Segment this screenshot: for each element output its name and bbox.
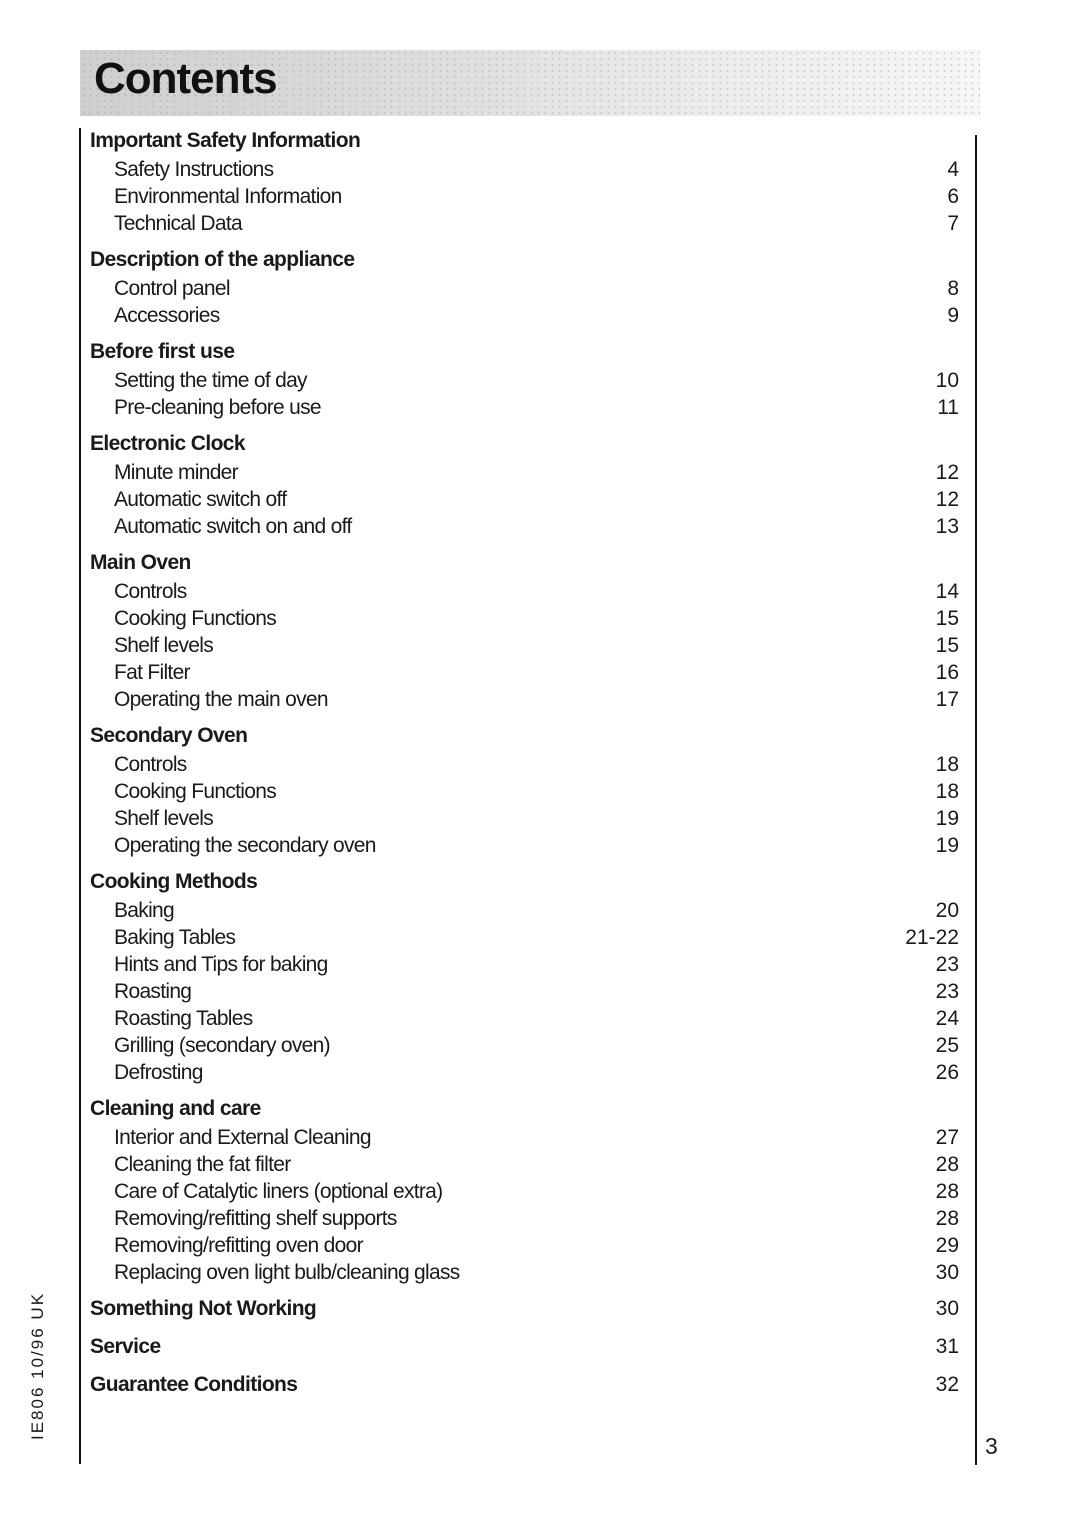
toc-single-entry[interactable] xyxy=(90,1294,965,1324)
entry-page: 29 xyxy=(935,1234,959,1257)
toc-entry[interactable] xyxy=(90,1005,965,1032)
entry-page: 20 xyxy=(935,899,959,922)
entry-label: Baking xyxy=(114,899,175,922)
toc-single-entry[interactable] xyxy=(90,1370,965,1400)
toc-section xyxy=(90,867,965,1086)
entry-label: Roasting Tables xyxy=(114,1007,253,1030)
entry-page: 18 xyxy=(935,780,959,803)
section-title: Description of the appliance xyxy=(90,248,355,271)
page-title: Contents xyxy=(94,54,277,103)
entry-label: Minute minder xyxy=(114,461,238,484)
section-heading[interactable] xyxy=(90,721,965,751)
entry-page: 15 xyxy=(935,607,959,630)
toc-section xyxy=(90,1094,965,1286)
section-title: Guarantee Conditions xyxy=(90,1373,298,1396)
toc-section xyxy=(90,548,965,713)
entry-page: 23 xyxy=(935,953,959,976)
toc-entry[interactable] xyxy=(90,459,965,486)
section-title: Secondary Oven xyxy=(90,724,248,747)
entry-page: 28 xyxy=(935,1153,959,1176)
entry-label: Removing/refitting shelf supports xyxy=(114,1207,397,1230)
section-heading[interactable] xyxy=(90,126,965,156)
section-title: Something Not Working xyxy=(90,1297,317,1320)
entry-page: 12 xyxy=(935,488,959,511)
section-heading[interactable] xyxy=(90,337,965,367)
right-margin-rule xyxy=(975,135,977,1465)
toc-entry[interactable] xyxy=(90,897,965,924)
toc-entry[interactable] xyxy=(90,951,965,978)
toc-entry[interactable] xyxy=(90,394,965,421)
toc-section xyxy=(90,337,965,421)
toc-entry[interactable] xyxy=(90,578,965,605)
entry-label: Shelf levels xyxy=(114,634,213,657)
entry-label: Control panel xyxy=(114,277,230,300)
page-number: 3 xyxy=(985,1433,998,1459)
toc-section xyxy=(90,429,965,540)
entry-page: 28 xyxy=(935,1180,959,1203)
toc-entry[interactable] xyxy=(90,1124,965,1151)
entry-page: 6 xyxy=(947,185,959,208)
entry-page: 4 xyxy=(947,158,959,181)
entry-page: 11 xyxy=(937,396,959,419)
toc-entry[interactable] xyxy=(90,1205,965,1232)
table-of-contents xyxy=(90,126,965,1406)
entry-page: 17 xyxy=(935,688,959,711)
entry-label: Cooking Functions xyxy=(114,780,277,803)
section-title: Important Safety Information xyxy=(90,129,361,152)
toc-entry[interactable] xyxy=(90,1259,965,1286)
entry-label: Operating the secondary oven xyxy=(114,834,376,857)
section-title: Service xyxy=(90,1335,161,1358)
entry-page: 16 xyxy=(935,661,959,684)
contents-banner xyxy=(80,50,980,116)
toc-entry[interactable] xyxy=(90,632,965,659)
toc-entry[interactable] xyxy=(90,805,965,832)
toc-entry[interactable] xyxy=(90,978,965,1005)
toc-entry[interactable] xyxy=(90,686,965,713)
entry-page: 24 xyxy=(935,1007,959,1030)
entry-page: 19 xyxy=(935,807,959,830)
entry-label: Care of Catalytic liners (optional extra) xyxy=(114,1180,443,1203)
entry-label: Automatic switch on and off xyxy=(114,515,352,538)
entry-label: Grilling (secondary oven) xyxy=(114,1034,330,1057)
entry-label: Controls xyxy=(114,580,187,603)
toc-single-entry[interactable] xyxy=(90,1332,965,1362)
entry-label: Shelf levels xyxy=(114,807,213,830)
section-heading[interactable] xyxy=(90,245,965,275)
toc-entry[interactable] xyxy=(90,513,965,540)
entry-page: 14 xyxy=(935,580,959,603)
entry-page: 32 xyxy=(935,1373,959,1396)
entry-label: Setting the time of day xyxy=(114,369,307,392)
toc-entry[interactable] xyxy=(90,1059,965,1086)
entry-label: Cleaning the fat filter xyxy=(114,1153,291,1176)
entry-label: Removing/refitting oven door xyxy=(114,1234,363,1257)
toc-entry[interactable] xyxy=(90,486,965,513)
section-heading[interactable] xyxy=(90,429,965,459)
toc-entry[interactable] xyxy=(90,302,965,329)
section-heading[interactable] xyxy=(90,548,965,578)
entry-label: Hints and Tips for baking xyxy=(114,953,328,976)
entry-page: 9 xyxy=(947,304,959,327)
toc-entry[interactable] xyxy=(90,156,965,183)
entry-page: 28 xyxy=(935,1207,959,1230)
entry-page: 19 xyxy=(935,834,959,857)
toc-section xyxy=(90,245,965,329)
entry-label: Automatic switch off xyxy=(114,488,287,511)
entry-label: Accessories xyxy=(114,304,220,327)
entry-page: 23 xyxy=(935,980,959,1003)
section-heading[interactable] xyxy=(90,867,965,897)
entry-page: 30 xyxy=(935,1261,959,1284)
section-title: Main Oven xyxy=(90,551,191,574)
entry-page: 10 xyxy=(935,369,959,392)
entry-page: 26 xyxy=(935,1061,959,1084)
toc-entry[interactable] xyxy=(90,1232,965,1259)
entry-page: 8 xyxy=(947,277,959,300)
toc-entry[interactable] xyxy=(90,659,965,686)
toc-entry[interactable] xyxy=(90,183,965,210)
section-title: Electronic Clock xyxy=(90,432,245,455)
entry-page: 15 xyxy=(935,634,959,657)
entry-label: Cooking Functions xyxy=(114,607,277,630)
entry-page: 30 xyxy=(935,1297,959,1320)
entry-page: 18 xyxy=(935,753,959,776)
entry-page: 25 xyxy=(935,1034,959,1057)
entry-page: 12 xyxy=(935,461,959,484)
toc-entry[interactable] xyxy=(90,1151,965,1178)
toc-entry[interactable] xyxy=(90,367,965,394)
entry-label: Pre-cleaning before use xyxy=(114,396,321,419)
section-title: Cooking Methods xyxy=(90,870,258,893)
document-code: IE806 10/96 UK xyxy=(28,1291,47,1440)
entry-label: Defrosting xyxy=(114,1061,203,1084)
entry-label: Controls xyxy=(114,753,187,776)
toc-section xyxy=(90,721,965,859)
entry-label: Fat Filter xyxy=(114,661,190,684)
entry-page: 7 xyxy=(947,212,959,235)
toc-entry[interactable] xyxy=(90,210,965,237)
toc-entry[interactable] xyxy=(90,832,965,859)
toc-entry[interactable] xyxy=(90,275,965,302)
toc-section xyxy=(90,126,965,237)
entry-page: 21-22 xyxy=(905,926,959,949)
toc-entry[interactable] xyxy=(90,1178,965,1205)
toc-entry[interactable] xyxy=(90,778,965,805)
entry-label: Replacing oven light bulb/cleaning glass xyxy=(114,1261,460,1284)
section-title: Before first use xyxy=(90,340,235,363)
entry-label: Safety Instructions xyxy=(114,158,274,181)
entry-page: 27 xyxy=(935,1126,959,1149)
entry-page: 31 xyxy=(935,1335,959,1358)
entry-label: Environmental Information xyxy=(114,185,342,208)
section-title: Cleaning and care xyxy=(90,1097,261,1120)
toc-entry[interactable] xyxy=(90,924,965,951)
entry-label: Baking Tables xyxy=(114,926,236,949)
left-margin-rule xyxy=(79,128,81,1464)
entry-label: Roasting xyxy=(114,980,192,1003)
toc-entry[interactable] xyxy=(90,605,965,632)
toc-entry[interactable] xyxy=(90,1032,965,1059)
entry-label: Technical Data xyxy=(114,212,242,235)
entry-label: Interior and External Cleaning xyxy=(114,1126,371,1149)
toc-entry[interactable] xyxy=(90,751,965,778)
entry-label: Operating the main oven xyxy=(114,688,328,711)
section-heading[interactable] xyxy=(90,1094,965,1124)
entry-page: 13 xyxy=(935,515,959,538)
